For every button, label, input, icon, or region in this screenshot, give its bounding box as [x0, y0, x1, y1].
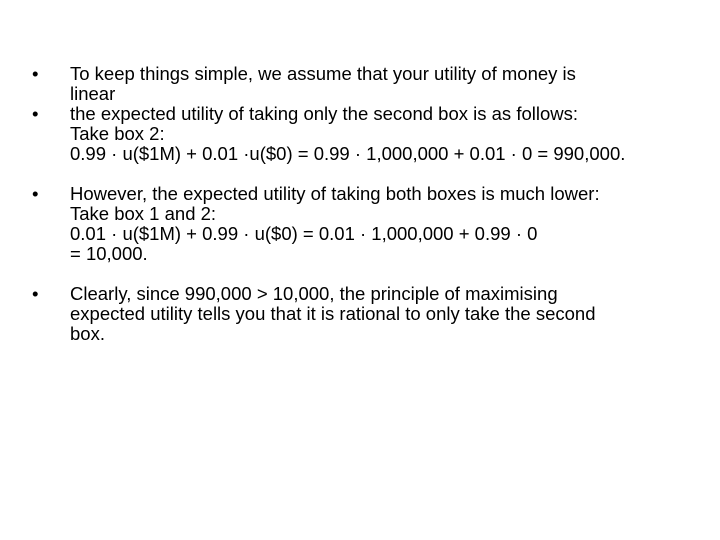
bullet-text-line: linear [70, 83, 116, 104]
bullet-item-both-boxes-utility [32, 184, 692, 264]
bullet-text-line: However, the expected utility of taking both boxes is much lower: [70, 183, 600, 204]
bullet-dot: • [32, 283, 39, 304]
bullet-dot: • [32, 183, 39, 204]
bullet-dot: • [32, 63, 39, 84]
bullet-text-line: To keep things simple, we assume that your utility of money is [70, 63, 576, 84]
bullet-dot: • [32, 103, 39, 124]
bullet-item-conclusion [32, 284, 692, 344]
bullet-text-line: Clearly, since 990,000 > 10,000, the principle of maximising [70, 283, 558, 304]
bullet-text-line: the expected utility of taking only the second box is as follows: [70, 103, 579, 124]
bullet-text-line: box. [70, 323, 105, 344]
formula-result-line: = 10,000. [70, 243, 148, 264]
formula-line: 0.01 · u($1M) + 0.99 · u($0) = 0.01 · 1,000,000 + 0.99 · 0 [70, 223, 538, 244]
bullet-text-line: Take box 1 and 2: [70, 203, 217, 224]
bullet-list [32, 64, 692, 344]
formula-line: 0.99 · u($1M) + 0.01 ·u($0) = 0.99 · 1,000,000 + 0.01 · 0 = 990,000. [70, 143, 626, 164]
bullet-text-line: Take box 2: [70, 123, 165, 144]
bullet-text-line: expected utility tells you that it is rational to only take the second [70, 303, 596, 324]
bullet-item-second-box-utility [32, 104, 692, 164]
bullet-item-utility-linear [32, 64, 692, 104]
